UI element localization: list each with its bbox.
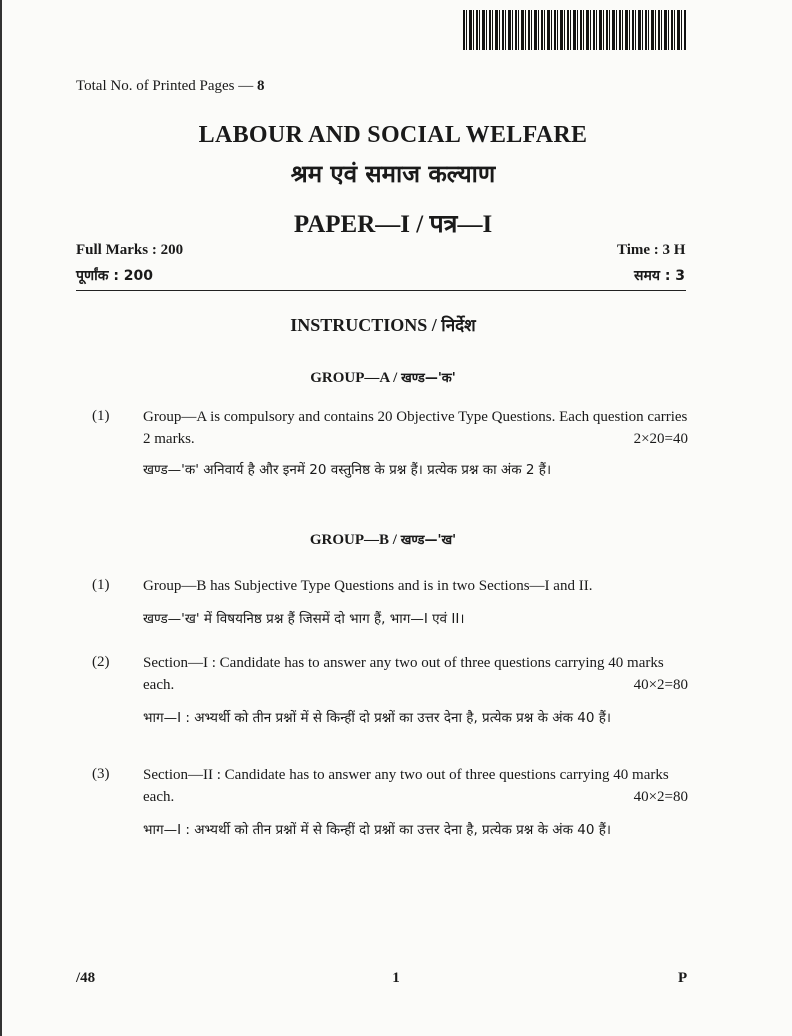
- full-marks: Full Marks : 200: [76, 242, 184, 258]
- item-number: (1): [92, 577, 110, 593]
- footer-right: P: [678, 970, 688, 986]
- instructions-heading-hi: निर्देश: [441, 316, 476, 336]
- group-b-title-en: GROUP—B /: [309, 532, 397, 548]
- page-number: 1: [392, 970, 400, 986]
- footer-code: /48: [76, 970, 96, 986]
- group-a-title-hi: खण्ड—'क': [401, 371, 456, 386]
- group-a-item-1-marks: 2×20=40: [633, 431, 688, 447]
- full-marks-hindi: पूर्णांक : 200: [76, 268, 154, 284]
- printed-pages-value: 8: [257, 78, 265, 94]
- instructions-heading-en: INSTRUCTIONS /: [290, 315, 437, 335]
- group-b-item-3-text: Section—II : Candidate has to answer any two out of three questions carrying 40 marks each.: [143, 767, 669, 805]
- printed-pages-line: [76, 78, 265, 95]
- printed-pages-label: Total No. of Printed Pages —: [76, 78, 254, 94]
- time-hindi: समय : 3: [634, 268, 686, 284]
- group-b-item-3-marks: 40×2=80: [633, 789, 688, 805]
- group-a-item-1-hi: खण्ड—'क' अनिवार्य है और इनमें 20 वस्तुनिष्ठ के प्रश्न हैं। प्रत्येक प्रश्न का अंक 2 हैं।: [143, 462, 552, 478]
- barcode: [463, 10, 686, 50]
- group-a-heading: [0, 368, 766, 387]
- group-b-item-2-marks: 40×2=80: [633, 677, 688, 693]
- subject-title-hindi: श्रम एवं समाज कल्याण: [290, 160, 496, 188]
- page-edge: [0, 0, 2, 1036]
- group-b-item-1-hi: खण्ड—'ख' में विषयनिष्ठ प्रश्न हैं जिसमें दो भाग हैं, भाग—I एवं II।: [143, 611, 465, 627]
- divider: [76, 290, 686, 291]
- subject-title: LABOUR AND SOCIAL WELFARE: [198, 122, 588, 148]
- group-a-item-1-en: [143, 406, 688, 450]
- item-number: (3): [92, 766, 110, 782]
- group-b-item-2-hi: भाग—I : अभ्यर्थी को तीन प्रश्नों में से किन्हीं दो प्रश्नों का उत्तर देना है, प्रत्येक प्रश्न के अंक 40 हैं।: [143, 710, 612, 726]
- group-b-item-2-text: Section—I : Candidate has to answer any two out of three questions carrying 40 marks each.: [143, 655, 664, 693]
- item-number: (2): [92, 654, 110, 670]
- group-b-item-3-en: [143, 764, 688, 808]
- group-a-title-en: GROUP—A /: [310, 370, 398, 386]
- group-a-item-1-text: Group—A is compulsory and contains 20 Objective Type Questions. Each question carries 2 marks.: [143, 409, 688, 447]
- group-b-item-3-hi: भाग—I : अभ्यर्थी को तीन प्रश्नों में से किन्हीं दो प्रश्नों का उत्तर देना है, प्रत्येक प्रश्न के अंक 40 हैं।: [143, 822, 612, 838]
- group-b-item-2-en: [143, 652, 688, 696]
- group-b-item-1-en: Group—B has Subjective Type Questions and is in two Sections—I and II.: [143, 578, 593, 594]
- paper-title: PAPER—I / पत्र—I: [293, 211, 493, 238]
- group-b-heading: [0, 530, 766, 549]
- group-b-title-hi: खण्ड—'ख': [400, 533, 457, 548]
- instructions-heading: [0, 313, 766, 336]
- item-number: (1): [92, 408, 110, 424]
- time: Time : 3 H: [617, 242, 686, 258]
